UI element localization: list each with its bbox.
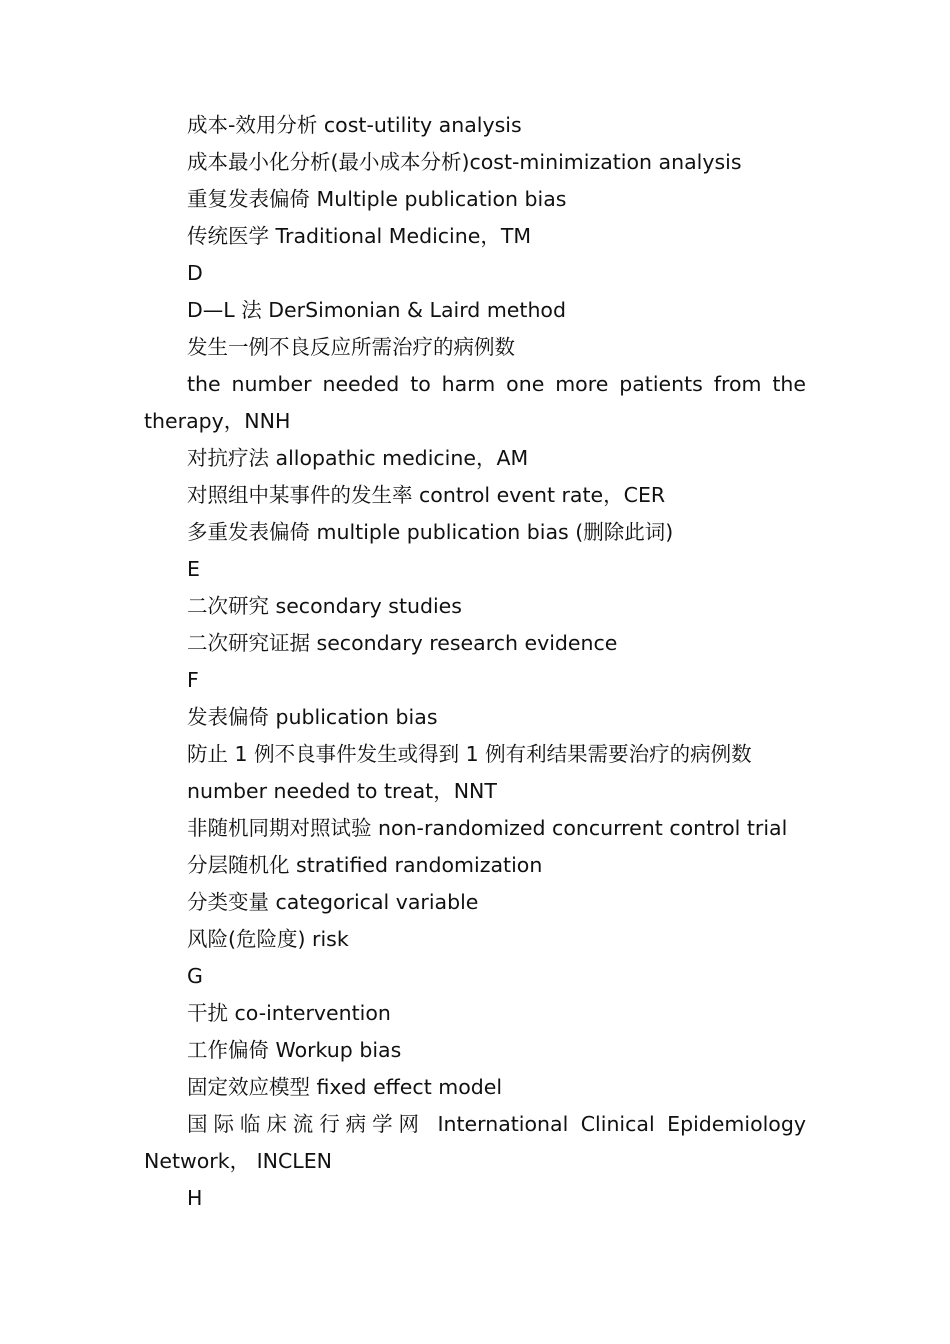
glossary-entry: 风险(危险度) risk — [187, 927, 349, 951]
glossary-entry: 对抗疗法 allopathic medicine，AM — [187, 446, 529, 470]
section-letter: H — [187, 1186, 203, 1210]
glossary-entry: 分类变量 categorical variable — [187, 890, 479, 914]
glossary-entry: 二次研究 secondary studies — [187, 594, 462, 618]
glossary-entry: 发表偏倚 publication bias — [187, 705, 438, 729]
glossary-entry: 非随机同期对照试验 non-randomized concurrent control trial — [187, 816, 788, 840]
glossary-list — [144, 107, 806, 1217]
glossary-entry: 固定效应模型 fixed effect model — [187, 1075, 503, 1099]
glossary-entry-continuation: therapy，NNH — [144, 409, 291, 433]
glossary-entry: D—L 法 DerSimonian & Laird method — [187, 298, 566, 322]
section-letter: E — [187, 557, 200, 581]
section-letter: G — [187, 964, 203, 988]
glossary-entry: 成本最小化分析(最小成本分析)cost-minimization analysis — [187, 150, 742, 174]
glossary-entry: number needed to treat，NNT — [187, 779, 497, 803]
glossary-entry-wrapped: the number needed to harm one more patients from the — [187, 372, 806, 396]
glossary-entry-wrapped: 国际临床流行病学网 International Clinical Epidemiology — [187, 1112, 806, 1136]
glossary-entry: 传统医学 Traditional Medicine，TM — [187, 224, 532, 248]
section-letter: D — [187, 261, 203, 285]
glossary-entry: 干扰 co-intervention — [187, 1001, 391, 1025]
glossary-entry: 分层随机化 stratified randomization — [187, 853, 543, 877]
glossary-entry-continuation: Network， INCLEN — [144, 1149, 333, 1173]
glossary-entry: 成本-效用分析 cost-utility analysis — [187, 113, 522, 137]
glossary-entry: 重复发表偏倚 Multiple publication bias — [187, 187, 567, 211]
glossary-entry: 对照组中某事件的发生率 control event rate，CER — [187, 483, 666, 507]
glossary-entry: 工作偏倚 Workup bias — [187, 1038, 402, 1062]
glossary-entry: 多重发表偏倚 multiple publication bias (删除此词) — [187, 520, 674, 544]
glossary-entry: 防止 1 例不良事件发生或得到 1 例有利结果需要治疗的病例数 — [187, 742, 752, 766]
section-letter: F — [187, 668, 199, 692]
glossary-entry: 发生一例不良反应所需治疗的病例数 — [187, 335, 515, 359]
glossary-entry: 二次研究证据 secondary research evidence — [187, 631, 618, 655]
